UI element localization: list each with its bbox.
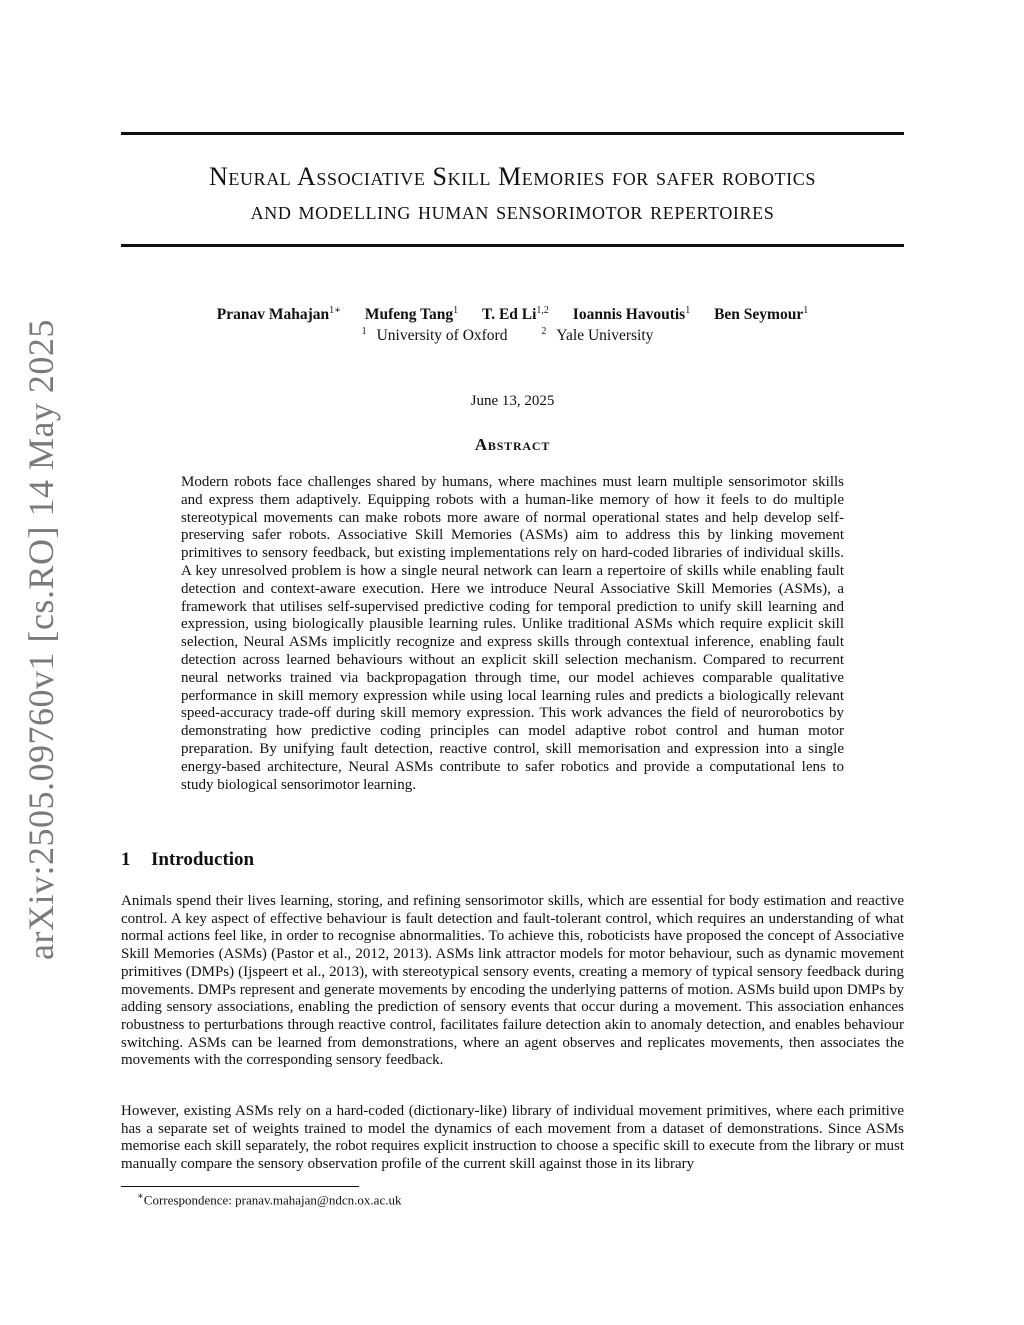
body-paragraph: However, existing ASMs rely on a hard-coded (dictionary-like) library of individual movement primitives, where each primitive has a separate set of weights trained to model the dynamics of each movement from a dataset of demonstrations. Since ASMs memorise each skill separately, the robot requires explicit instruction to choose a specific skill to execute from the library or must manually compare the sensory observation profile of the current skill against those in its library <box>121 1103 904 1173</box>
section-heading <box>121 849 254 871</box>
abstract-text: Modern robots face challenges shared by humans, where machines must learn multiple sensorimotor skills and express them adaptively. Equipping robots with a human-like memory of how it feels to do multiple stereotypical movements can make robots more aware of normal operational states and help develop self-preserving safer robots. Associative Skill Memories (ASMs) aim to address this by linking movement primitives to sensory feedback, but existing implementations rely on hard-coded libraries of individual skills. A key unresolved problem is how a single neural network can learn a repertoire of skills while enabling fault detection and context-aware execution. Here we introduce Neural Associative Skill Memories (ASMs), a framework that utilises self-supervised predictive coding for temporal prediction to unify skill learning and expression, using biologically plausible learning rules. Unlike traditional ASMs which require explicit skill selection, Neural ASMs implicitly recognize and express skills through contextual inference, enabling fault detection across learned behaviours without an explicit skill selection mechanism. Compared to recurrent neural networks trained via backpropagation through time, our model achieves comparable qualitative performance in skill memory expression while using local learning rules and predicts a biologically relevant speed-accuracy trade-off during skill memory expression. This work advances the field of neurorobotics by demonstrating how predictive coding principles can model adaptive robot control and human motor preparation. By unifying fault detection, reactive control, skill memorisation and expression into a single energy-based architecture, Neural ASMs contribute to safer robotics and provide a computational lens to study biological sensorimotor learning. <box>181 474 844 793</box>
affiliation-list <box>121 326 904 345</box>
author: Ioannis Havoutis$^1$ <box>572 305 691 324</box>
section-number: 1 <box>121 849 131 870</box>
arxiv-stamp: arXiv:2505.09760v1 [cs.RO] 14 May 2025 <box>21 319 61 960</box>
paper-date: June 13, 2025 <box>470 393 555 409</box>
section-title: Introduction <box>151 849 255 870</box>
body-paragraph: Animals spend their lives learning, storing, and refining sensorimotor skills, which are essential for body estimation and reactive control. A key aspect of effective behaviour is fault detection and fault-tolerant control, which requires an understanding of what normal actions feel like, in order to recognise abnormalities. To achieve this, roboticists have proposed the concept of Associative Skill Memories (ASMs) (Pastor et al., 2012, 2013). ASMs link attractor models for motor behaviour, such as dynamic movement primitives (DMPs) (Ijspeert et al., 2013), with stereotypical sensory events, creating a memory of typical sensory feedback during movements. DMPs represent and generate movements by encoding the underlying patterns of motion. ASMs build upon DMPs by adding sensory associations, enabling the prediction of sensory events that occur during a movement. This association enhances robustness to perturbations through reactive control, facilitates failure detection akin to anomaly detection, and enables behaviour switching. ASMs can be learned from demonstrations, where an agent observes and replicates movements, then associates the movements with the corresponding sensory feedback. <box>121 893 904 1069</box>
affiliation: $^2$ Yale University <box>541 326 654 345</box>
paper-title <box>121 160 904 228</box>
footnote: ∗Correspondence: pranav.mahajan@ndcn.ox.ac.uk <box>137 1191 402 1208</box>
footnote-rule <box>121 1186 359 1187</box>
author: Mufeng Tang$^1$ <box>364 305 459 324</box>
abstract-heading: Abstract <box>474 435 551 454</box>
paper-title-line-2: and modelling human sensorimotor repertoires <box>250 196 775 225</box>
affiliation: $^1$ University of Oxford <box>361 326 508 345</box>
author: Pranav Mahajan$^{1∗}$ <box>216 305 341 324</box>
author: T. Ed Li$^{1,2}$ <box>482 305 549 324</box>
author: Ben Seymour$^1$ <box>714 305 809 324</box>
author-list <box>121 305 904 324</box>
title-rule-top <box>121 132 904 135</box>
paper-title-line-1: Neural Associative Skill Memories for safer robotics <box>209 162 816 191</box>
title-rule-bottom <box>121 244 904 247</box>
